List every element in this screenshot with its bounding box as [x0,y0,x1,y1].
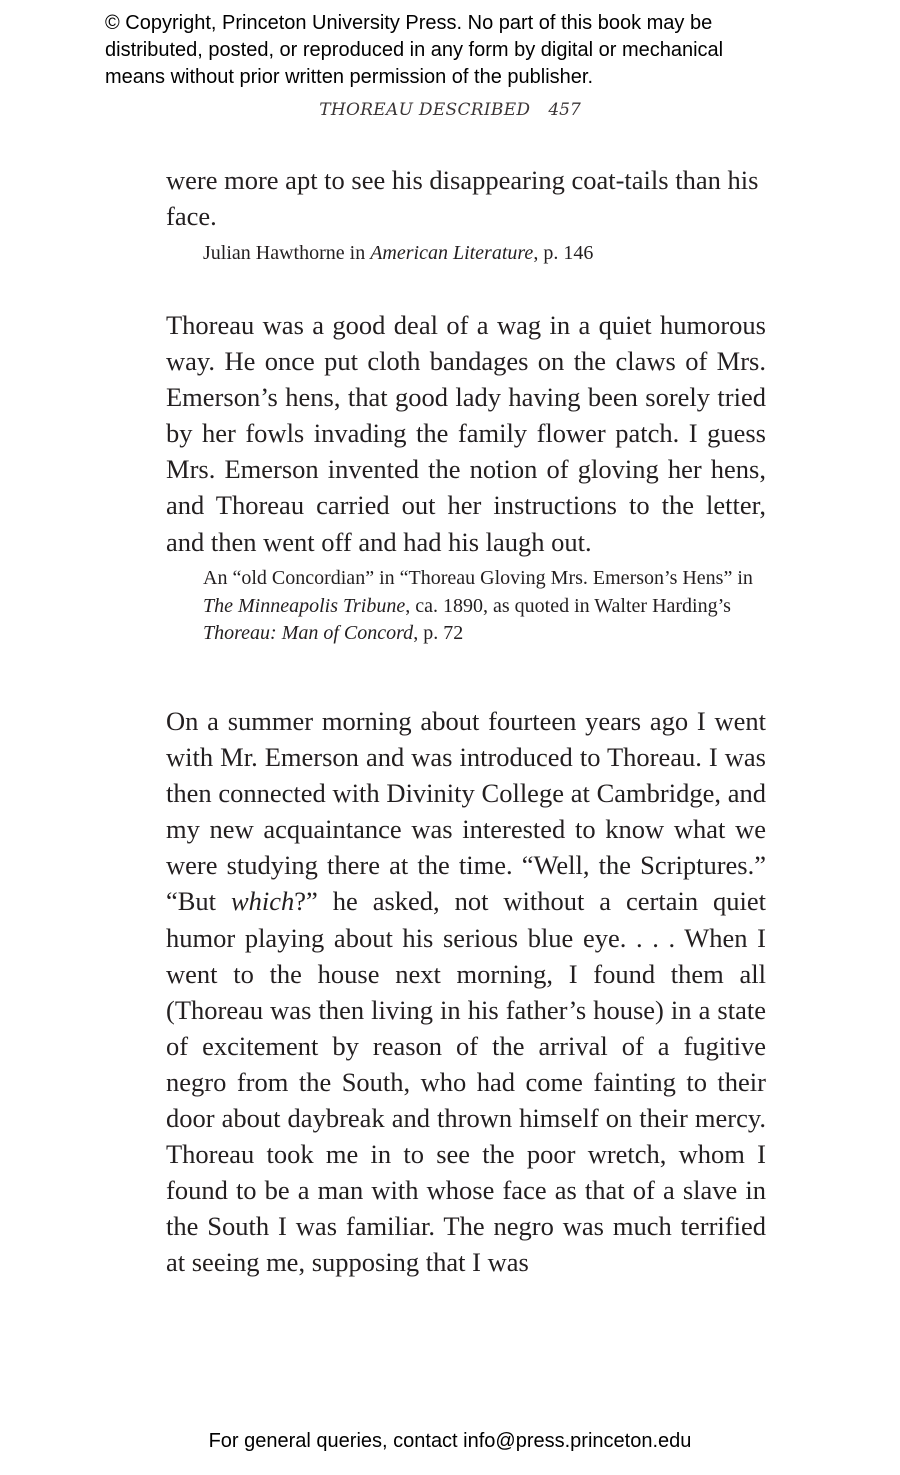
copyright-line: distributed, posted, or reproduced in any form by digital or mechanical [105,39,724,61]
passage-text: ?” he asked, not without a certain quiet humor playing about his serious blue eye. . . . When I went to the house next morning, I found them all (Thoreau was then living in his father’s house) in a state of excitement by reason of the arrival of a fugitive negro from the South, who had come fainting to their door about daybreak and thrown himself on their mercy. Thoreau took me in to see the poor wretch, whom I found to be a man with whose face as that of a slave in the South I was familiar. The negro was much terrified at seeing me, supposing that I was [166,886,766,1278]
passage-text: On a summer morning about fourteen years ago I went with Mr. Emerson and was introduced to Thoreau. I was then connected with Divinity College at Cambridge, and my new acquaintance was interested to know what we were studying there at the time. “Well, the Scriptures.” “But [166,706,766,917]
page-number: 457 [548,100,581,120]
copyright-line: means without prior written permission of the publisher. [105,66,594,88]
source-title: The Minneapolis Tribune [203,594,406,617]
footer-contact: For general queries, contact info@press.princeton.edu [208,1430,692,1452]
source-text: Julian Hawthorne in [203,242,371,264]
copyright-line: © Copyright, Princeton University Press. No part of this book may be [105,12,713,34]
passage-1-source [203,240,766,268]
source-text: , p. 146 [533,242,594,264]
passage-3-text [166,703,766,1281]
source-title: Thoreau: Man of Concord [203,622,414,644]
emphasis: which [230,886,295,917]
running-head [0,98,900,122]
passage-2-text: Thoreau was a good deal of a wag in a quiet humorous way. He once put cloth bandages on the claws of Mrs. Emerson’s hens, that good lady having been sorely tried by her fowls invading the family flower patch. I guess Mrs. Emerson invented the notion of gloving her hens, and Thoreau carried out her instructions to the letter, and then went off and had his laugh out. [166,310,766,557]
running-title: THOREAU DESCRIBED [319,100,531,120]
passage-2-source [203,565,766,648]
copyright-notice [105,10,825,91]
source-text: , p. 72 [413,622,464,644]
source-text: An “old Concordian” in “Thoreau Gloving Mrs. Emerson’s Hens” in [203,567,753,589]
passage-1-text: were more apt to see his disappearing coat-tails than his face. [166,165,759,232]
source-title: American Literature [370,242,534,264]
source-text: , ca. 1890, as quoted in Walter Harding’s [405,594,731,617]
